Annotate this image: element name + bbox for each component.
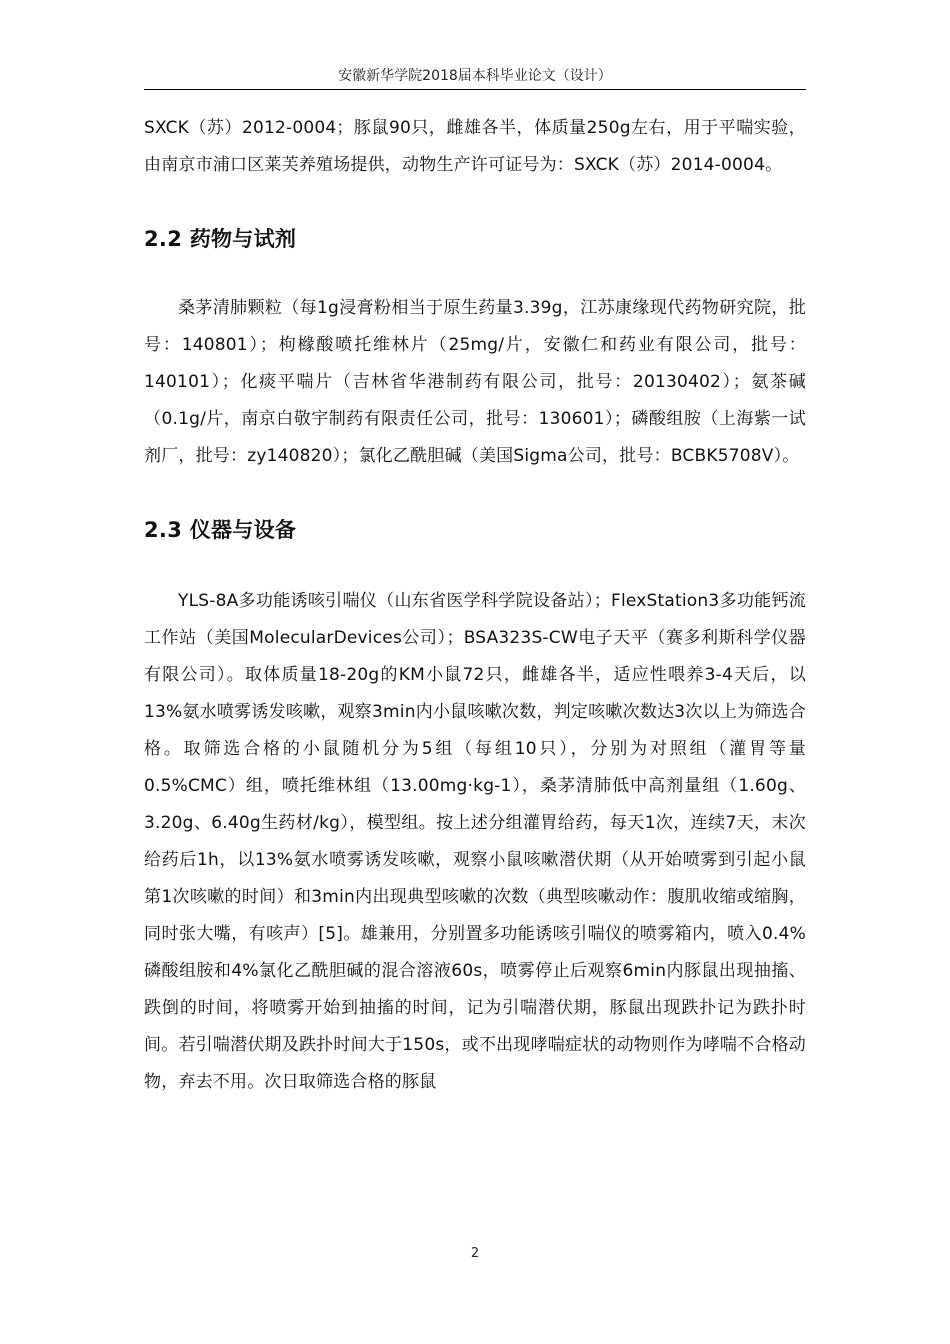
paragraph-animals-continued: SXCK（苏）2012-0004；豚鼠90只，雌雄各半，体质量250g左右，用于平喘实验，由南京市浦口区莱芙养殖场提供，动物生产许可证号为：SXCK（苏）2014-0004。 bbox=[144, 118, 806, 175]
section-heading-2-2: 2.2 药物与试剂 bbox=[144, 227, 297, 251]
running-header: 安徽新华学院2018届本科毕业论文（设计） bbox=[338, 68, 612, 84]
section-heading-2-3: 2.3 仪器与设备 bbox=[144, 518, 297, 542]
header-rule bbox=[144, 89, 806, 90]
page-content bbox=[144, 110, 806, 1101]
paragraph-drugs-reagents: 桑茅清肺颗粒（每1g浸膏粉相当于原生药量3.39g，江苏康缘现代药物研究院，批号：140801）；枸橼酸喷托维林片（25mg/片，安徽仁和药业有限公司，批号：140101）；化痰平喘片（吉林省华港制药有限公司，批号：20130402）；氨茶碱（0.1g/片，南京白敬宇制药有限责任公司，批号：130601）；磷酸组胺（上海紫一试剂厂，批号：zy140820）；氯化乙酰胆碱（美国Sigma公司，批号：BCBK5708V）。 bbox=[144, 298, 806, 466]
page-number: 2 bbox=[470, 1246, 480, 1261]
paragraph-instruments-methods: YLS-8A多功能诱咳引喘仪（山东省医学科学院设备站）；FlexStation3多功能钙流工作站（美国MolecularDevices公司）；BSA323S-CW电子天平（赛多利斯科学仪器有限公司）。取体质量18-20g的KM小鼠72只，雌雄各半，适应性喂养3-4天后，以13%氨水喷雾诱发咳嗽，观察3min内小鼠咳嗽次数，判定咳嗽次数达3次以上为筛选合格。取筛选合格的小鼠随机分为5组（每组10只），分别为对照组（灌胃等量0.5%CMC）组，喷托维林组（13.00mg·kg-1），桑茅清肺低中高剂量组（1.60g、3.20g、6.40g生药材/kg），模型组。按上述分组灌胃给药，每天1次，连续7天，末次给药后1h，以13%氨水喷雾诱发咳嗽，观察小鼠咳嗽潜伏期（从开始喷雾到引起小鼠第1次咳嗽的时间）和3min内出现典型咳嗽的次数（典型咳嗽动作：腹肌收缩或缩胸，同时张大嘴，有咳声）[5]。雄兼用，分别置多功能诱咳引喘仪的喷雾箱内，喷入0.4%磷酸组胺和4%氯化乙酰胆碱的混合溶液60s，喷雾停止后观察6min内豚鼠出现抽搐、跌倒的时间，将喷雾开始到抽搐的时间，记为引喘潜伏期，豚鼠出现跌扑记为跌扑时间。若引喘潜伏期及跌扑时间大于150s，或不出现哮喘症状的动物则作为哮喘不合格动物，弃去不用。次日取筛选合格的豚鼠 bbox=[144, 591, 806, 1092]
